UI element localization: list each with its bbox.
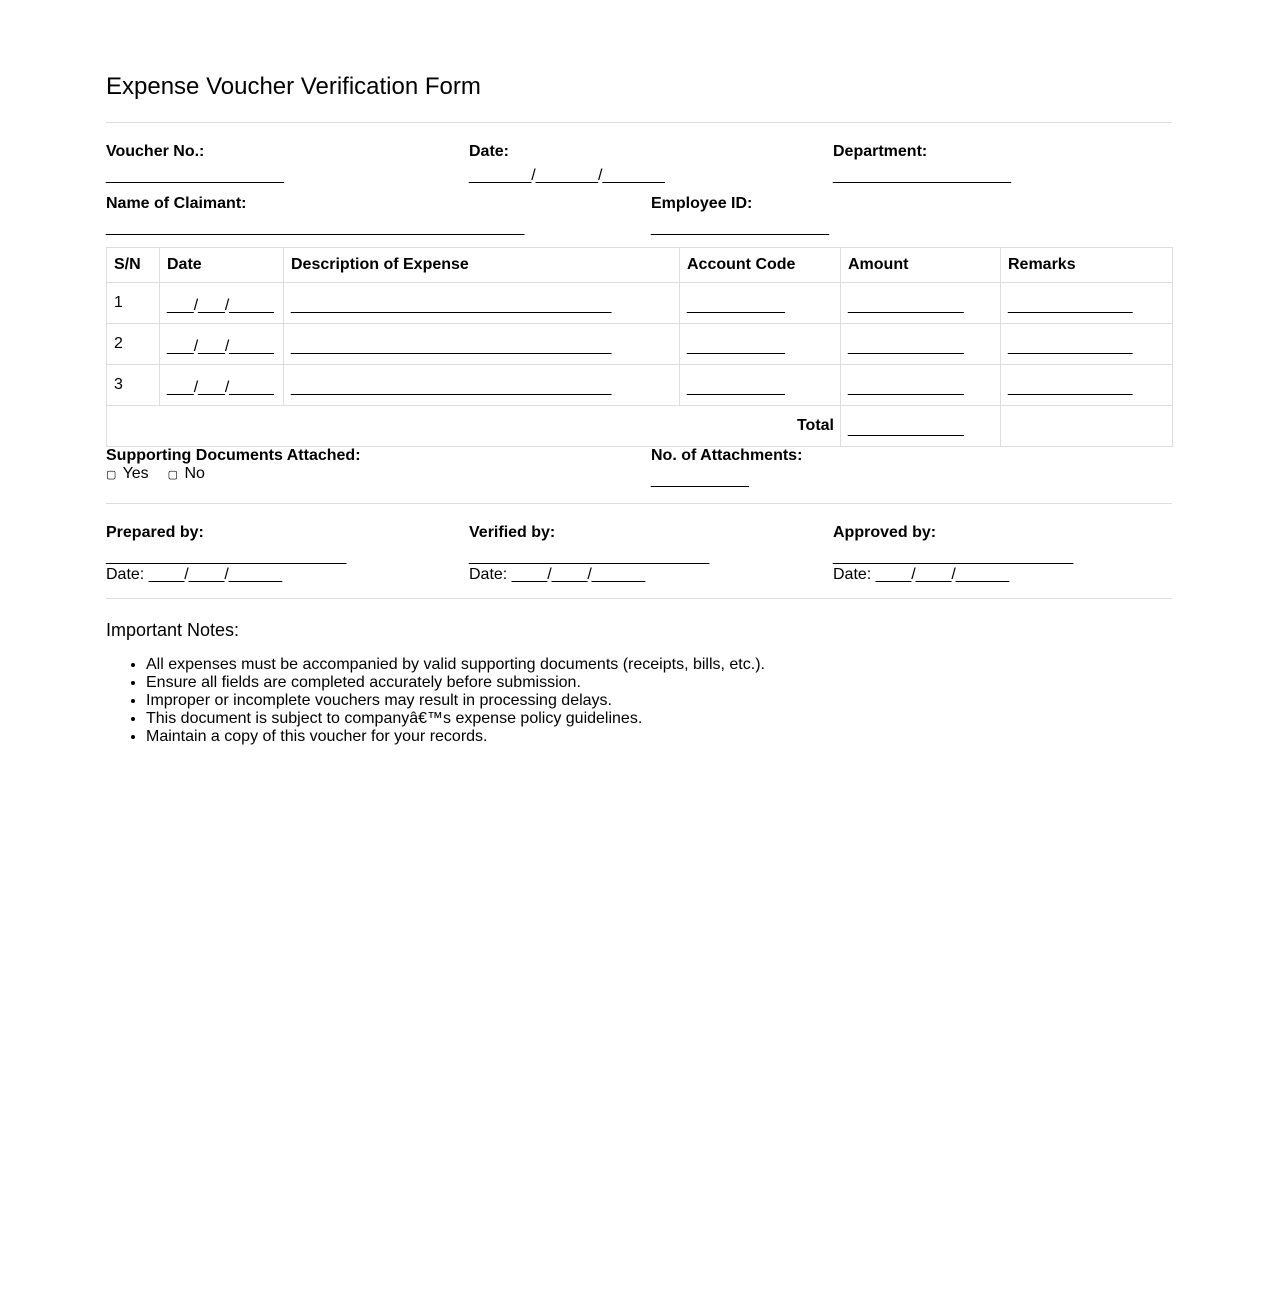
prepared-by-block <box>106 524 346 584</box>
checkbox-icon[interactable]: ▢ <box>106 469 117 481</box>
prepared-date[interactable] <box>106 566 346 584</box>
date-field[interactable] <box>469 143 665 185</box>
voucher-no-label: Voucher No.: <box>106 143 205 160</box>
row-account-code-cell[interactable]: ___________ <box>680 283 841 324</box>
checkbox-icon[interactable]: ▢ <box>167 469 178 481</box>
expense-table <box>106 247 1173 447</box>
row-date-cell[interactable]: ___/___/_____ <box>160 283 284 324</box>
verified-by-label: Verified by: <box>469 524 556 541</box>
header-amount: Amount <box>841 248 1001 283</box>
header-date: Date <box>160 248 284 283</box>
list-item: • This document is subject to companyâ€™s expense policy guidelines. <box>146 710 1146 728</box>
claimant-line[interactable]: _______________________________________________ <box>106 219 525 236</box>
supporting-options <box>106 465 361 484</box>
prepared-by-label: Prepared by: <box>106 524 204 541</box>
prepared-date-line[interactable]: ____/____/______ <box>148 566 283 583</box>
no-label: No <box>184 465 205 482</box>
total-row <box>107 406 1173 447</box>
notes-list <box>106 656 1146 746</box>
row-account-code-cell[interactable]: ___________ <box>680 365 841 406</box>
approved-by-block <box>833 524 1073 584</box>
prepared-by-signature-line[interactable]: ___________________________ <box>106 548 347 565</box>
yes-option[interactable] <box>106 465 149 482</box>
department-line[interactable]: ____________________ <box>833 167 1011 184</box>
department-field[interactable] <box>833 143 1011 185</box>
row-sn: 2 <box>107 324 160 365</box>
page-title: Expense Voucher Verification Form <box>106 73 481 100</box>
header-account-code: Account Code <box>680 248 841 283</box>
total-label: Total <box>107 406 841 447</box>
list-item: • Maintain a copy of this voucher for your records. <box>146 728 1146 746</box>
supporting-documents-field <box>106 447 361 484</box>
approved-date[interactable] <box>833 566 1073 584</box>
approved-date-label: Date: <box>833 566 872 583</box>
row-date-cell[interactable]: ___/___/_____ <box>160 324 284 365</box>
table-row <box>107 365 1173 406</box>
approved-by-signature-line[interactable]: ___________________________ <box>833 548 1074 565</box>
row-amount-cell[interactable]: _____________ <box>841 365 1001 406</box>
voucher-no-field[interactable] <box>106 143 284 185</box>
row-amount-cell[interactable]: _____________ <box>841 324 1001 365</box>
yes-label: Yes <box>122 465 149 482</box>
row-description-cell[interactable]: ____________________________________ <box>284 365 680 406</box>
row-sn: 3 <box>107 365 160 406</box>
divider <box>106 598 1172 599</box>
date-line[interactable]: _______/_______/_______ <box>469 167 665 184</box>
total-amount-cell[interactable]: _____________ <box>841 406 1001 447</box>
row-remarks-cell[interactable]: ______________ <box>1001 324 1173 365</box>
verified-date-label: Date: <box>469 566 508 583</box>
department-label: Department: <box>833 143 928 160</box>
verified-date-line[interactable]: ____/____/______ <box>511 566 646 583</box>
claimant-field[interactable] <box>106 195 524 237</box>
row-account-code-cell[interactable]: ___________ <box>680 324 841 365</box>
verified-by-signature-line[interactable]: ___________________________ <box>469 548 710 565</box>
table-row <box>107 283 1173 324</box>
header-sn: S/N <box>107 248 160 283</box>
table-header-row <box>107 248 1173 283</box>
divider <box>106 122 1172 123</box>
list-item: • Improper or incomplete vouchers may result in processing delays. <box>146 692 1146 710</box>
verified-date[interactable] <box>469 566 709 584</box>
list-item: • Ensure all fields are completed accurately before submission. <box>146 674 1146 692</box>
row-description-cell[interactable]: ____________________________________ <box>284 324 680 365</box>
row-remarks-cell[interactable]: ______________ <box>1001 283 1173 324</box>
voucher-no-line[interactable]: ____________________ <box>106 167 284 184</box>
row-description-cell[interactable]: ____________________________________ <box>284 283 680 324</box>
list-item: • All expenses must be accompanied by valid supporting documents (receipts, bills, etc.). <box>146 656 1146 674</box>
row-date-cell[interactable]: ___/___/_____ <box>160 365 284 406</box>
attachments-count-line[interactable]: ___________ <box>651 471 749 488</box>
claimant-label: Name of Claimant: <box>106 195 247 212</box>
approved-by-label: Approved by: <box>833 524 937 541</box>
row-sn: 1 <box>107 283 160 324</box>
attachments-count-label: No. of Attachments: <box>651 447 803 464</box>
verified-by-block <box>469 524 709 584</box>
date-label: Date: <box>469 143 510 160</box>
table-row <box>107 324 1173 365</box>
header-remarks: Remarks <box>1001 248 1173 283</box>
supporting-documents-label: Supporting Documents Attached: <box>106 447 361 464</box>
employee-id-label: Employee ID: <box>651 195 753 212</box>
approved-date-line[interactable]: ____/____/______ <box>875 566 1010 583</box>
row-remarks-cell[interactable]: ______________ <box>1001 365 1173 406</box>
notes-title: Important Notes: <box>106 620 240 640</box>
header-description: Description of Expense <box>284 248 680 283</box>
total-remarks-cell <box>1001 406 1173 447</box>
prepared-date-label: Date: <box>106 566 145 583</box>
employee-id-line[interactable]: ____________________ <box>651 219 829 236</box>
employee-id-field[interactable] <box>651 195 829 237</box>
divider <box>106 503 1172 504</box>
row-amount-cell[interactable]: _____________ <box>841 283 1001 324</box>
no-option[interactable] <box>168 465 205 482</box>
attachments-count-field[interactable] <box>651 447 802 489</box>
